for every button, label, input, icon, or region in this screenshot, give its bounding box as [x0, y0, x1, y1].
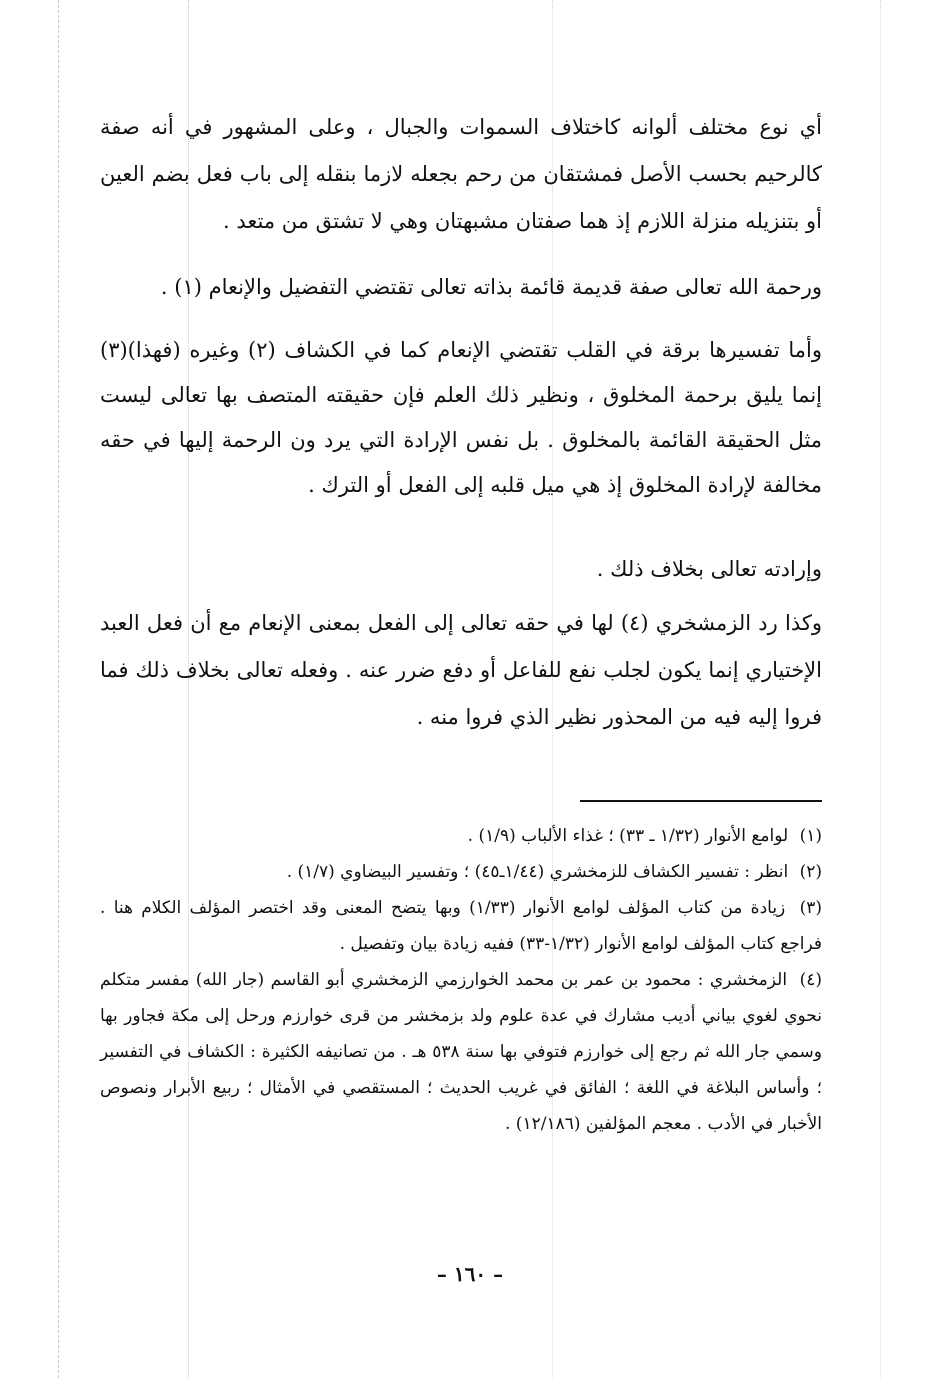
body-paragraph: وإرادته تعالى بخلاف ذلك .: [596, 557, 822, 581]
body-paragraph: وأما تفسيرها برقة في القلب تقتضي الإنعام كما في الكشاف (٢) وغيره (فهذا)(٣) إنما يليق برحمة المخلوق ، ونظير ذلك العلم فإن حقيقته المتصف بها تعالى ليست مثل الحقيقة القائمة بالمخلوق . بل نفس الإرادة التي يرد ون الرحمة إليها في حقه مخالفة لإرادة المخلوق إذ هي ميل قلبه إلى الفعل أو الترك .: [100, 338, 822, 497]
footnote-text: الزمخشري : محمود بن عمر بن محمد الخوارزمي الزمخشري أبو القاسم (جار الله) مفسر متكلم نحوي لغوي بياني أديب مشارك في عدة علوم ولد بزمخشر من قرى خوارزم ورحل إلى مكة فجاور بها وسمي جار الله ثم رجع إلى خوارزم فتوفي بها سنة ٥٣٨ هـ . من تصانيفه الكثيرة : الكشاف في التفسير ؛ وأساس البلاغة في اللغة ؛ الفائق في غريب الحديث ؛ المستقصي في الأمثال ؛ ربيع الأبرار ونصوص الأخبار في الأدب . معجم المؤلفين (١٢/١٨٦) .: [100, 970, 822, 1134]
footnote-separator: [580, 800, 822, 802]
footnote: [100, 890, 822, 962]
scan-guide-line: [58, 0, 59, 1378]
body-paragraph: ورحمة الله تعالى صفة قديمة قائمة بذاته تعالى تقتضي التفضيل والإنعام (١) .: [160, 275, 822, 299]
footnote-number: (١): [799, 826, 822, 846]
footnote: [100, 962, 822, 1142]
footnotes-list: [100, 818, 822, 1142]
page-number: – ١٦٠ –: [436, 1262, 504, 1286]
footnote-text: لوامع الأنوار (١/٣٢ ـ ٣٣) ؛ غذاء الألباب (١/٩) .: [467, 826, 789, 846]
footnote-number: (٢): [799, 862, 822, 882]
body-paragraph: أي نوع مختلف ألوانه كاختلاف السموات والجبال ، وعلى المشهور في أنه صفة كالرحيم بحسب الأصل فمشتقان من رحم بجعله لازما بنقله إلى باب فعل بضم العين أو بتنزيله منزلة اللازم إذ هما صفتان مشبهتان وهي لا تشتق من متعد .: [100, 115, 822, 233]
footnote-number: (٣): [799, 898, 822, 918]
scan-guide-line: [880, 0, 881, 1378]
footnote-number: (٤): [799, 970, 822, 990]
footnote-text: انظر : تفسير الكشاف للزمخشري (١/٤٤ـ٤٥) ؛ وتفسير البيضاوي (١/٧) .: [286, 862, 789, 882]
footnote-text: زيادة من كتاب المؤلف لوامع الأنوار (١/٣٣) وبها يتضح المعنى وقد اختصر المؤلف الكلام هنا . فراجع كتاب المؤلف لوامع الأنوار (١/٣٢-٣٣) ففيه زيادة بيان وتفصيل .: [100, 898, 822, 954]
body-paragraph: وكذا رد الزمشخري (٤) لها في حقه تعالى إلى الفعل بمعنى الإنعام مع أن فعل العبد الإختياري إنما يكون لجلب نفع للفاعل أو دفع ضرر عنه . وفعله تعالى بخلاف ذلك فما فروا إليه فيه من المحذور نظير الذي فروا منه .: [100, 611, 823, 729]
footnote: [100, 854, 822, 890]
footnote: [100, 818, 822, 854]
